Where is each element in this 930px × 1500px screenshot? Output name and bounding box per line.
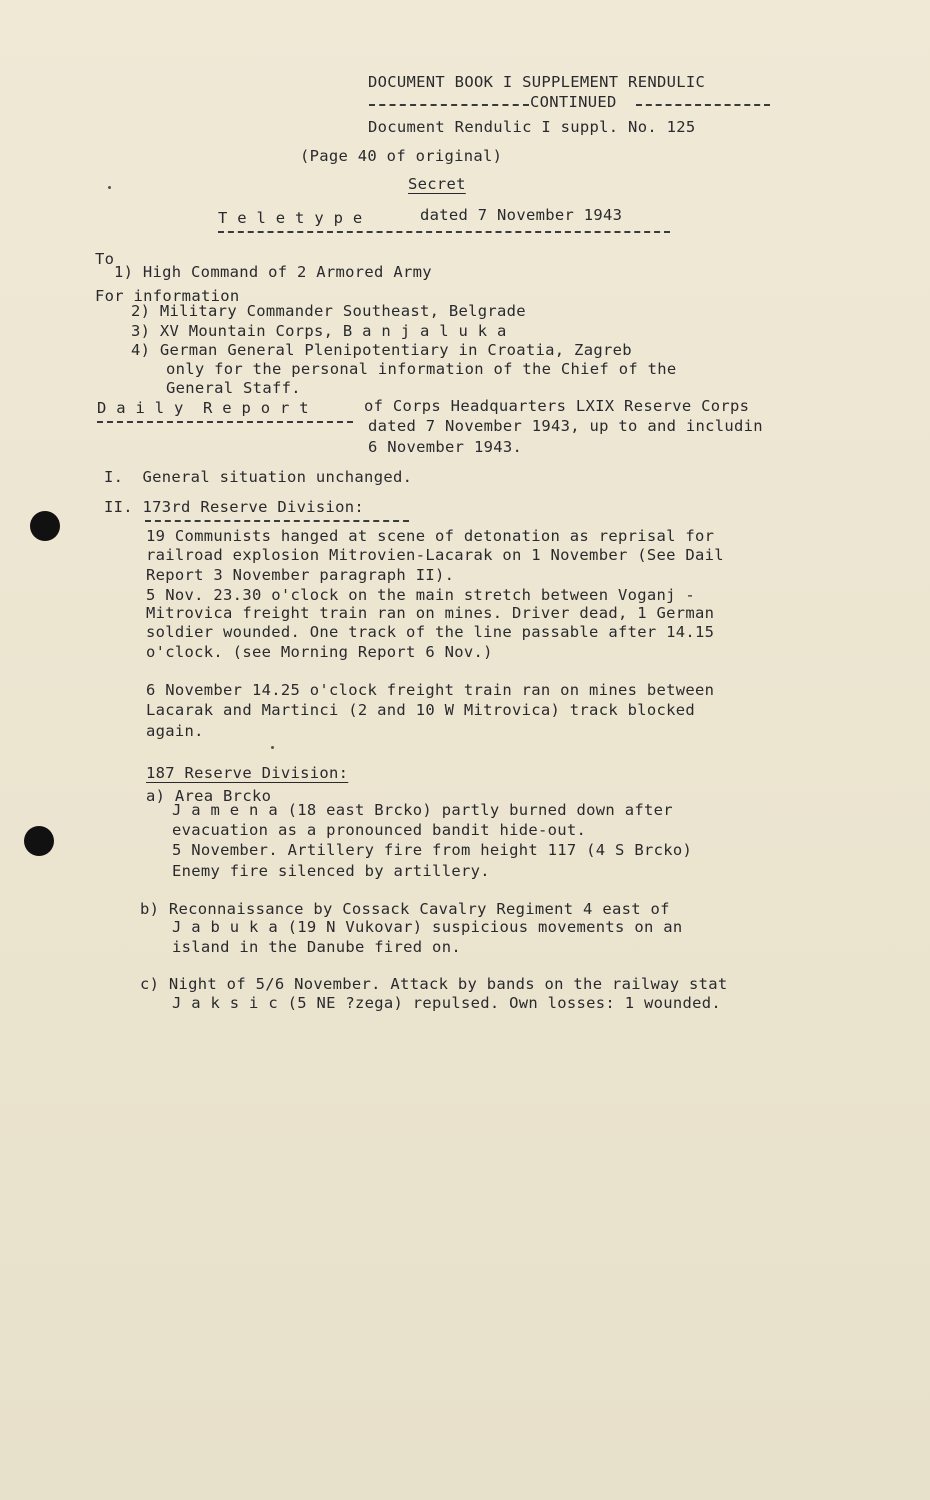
teletype-date: dated 7 November 1943 <box>420 206 623 224</box>
addressee-4-cont: only for the personal information of the Chief of the <box>166 360 677 378</box>
section-187-a-line3: evacuation as a pronounced bandit hide-out. <box>172 821 587 839</box>
addressee-4: 4) German General Plenipotentiary in Croatia, Zagreb <box>131 341 632 359</box>
document-number: Document Rendulic I suppl. No. 125 <box>368 118 696 136</box>
section-2-p2-line4: o'clock. (see Morning Report 6 Nov.) <box>146 643 493 661</box>
section-187-b-line2: J a b u k a (19 N Vukovar) suspicious movements on an <box>172 918 683 936</box>
section-187-a-line4: 5 November. Artillery fire from height 117 (4 S Brcko) <box>172 841 693 859</box>
daily-report-label: D a i l y R e p o r t <box>97 399 309 417</box>
continued-dashes-right <box>636 104 770 106</box>
section-187-b-line1: b) Reconnaissance by Cossack Cavalry Regiment 4 east of <box>140 900 670 918</box>
teletype-underline <box>218 231 670 233</box>
daily-report-underline <box>97 421 353 423</box>
section-187-a-line1: a) Area Brcko <box>146 787 272 805</box>
section-2-p1-line1: 19 Communists hanged at scene of detonation as reprisal for <box>146 527 715 545</box>
section-1: I. General situation unchanged. <box>104 468 413 486</box>
document-title: DOCUMENT BOOK I SUPPLEMENT RENDULIC <box>368 73 706 91</box>
report-line-2: dated 7 November 1943, up to and includin <box>368 417 763 435</box>
section-2-heading: II. 173rd Reserve Division: <box>104 498 365 516</box>
section-2-p2-line1: 5 Nov. 23.30 o'clock on the main stretch between Voganj - <box>146 586 696 604</box>
report-line-1: of Corps Headquarters LXIX Reserve Corps <box>364 397 750 415</box>
section-2-p3-line2: Lacarak and Martinci (2 and 10 W Mitrovica) track blocked <box>146 701 696 719</box>
section-2-p3-line1: 6 November 14.25 o'clock freight train ran on mines between <box>146 681 715 699</box>
section-187-c-line2: J a k s i c (5 NE ?zega) repulsed. Own losses: 1 wounded. <box>172 994 722 1012</box>
punch-hole-top <box>30 511 60 541</box>
addressee-2: 2) Military Commander Southeast, Belgrade <box>131 302 526 320</box>
addressee-3: 3) XV Mountain Corps, B a n j a l u k a <box>131 322 507 340</box>
section-2-underline <box>145 520 409 522</box>
section-2-p2-line2: Mitrovica freight train ran on mines. Driver dead, 1 German <box>146 604 715 622</box>
punch-hole-bottom <box>24 826 54 856</box>
info-label: For information <box>95 287 240 305</box>
to-label: To <box>95 250 115 268</box>
page-reference: (Page 40 of original) <box>300 147 503 165</box>
classification: Secret <box>408 175 466 193</box>
section-187-a-line2: J a m e n a (18 east Brcko) partly burned down after <box>172 801 673 819</box>
section-2-p1-line2: railroad explosion Mitrovien-Lacarak on 1 November (See Dail <box>146 546 724 564</box>
section-187-heading: 187 Reserve Division: <box>146 764 349 782</box>
section-187-c-line1: c) Night of 5/6 November. Attack by bands on the railway stat <box>140 975 728 993</box>
continued-label: CONTINUED <box>530 93 617 111</box>
teletype-word: T e l e t y p e <box>218 209 363 227</box>
paper-speck <box>271 746 274 749</box>
section-187-a-line5: Enemy fire silenced by artillery. <box>172 862 490 880</box>
section-187-b-line3: island in the Danube fired on. <box>172 938 461 956</box>
paper-speck <box>108 186 111 189</box>
continued-dashes-left <box>369 104 529 106</box>
report-line-3: 6 November 1943. <box>368 438 523 456</box>
addressee-4-cont2: General Staff. <box>166 379 301 397</box>
addressee-1: 1) High Command of 2 Armored Army <box>114 263 432 281</box>
section-2-p2-line3: soldier wounded. One track of the line passable after 14.15 <box>146 623 715 641</box>
section-2-p3-line3: again. <box>146 722 204 740</box>
section-2-p1-line3: Report 3 November paragraph II). <box>146 566 455 584</box>
